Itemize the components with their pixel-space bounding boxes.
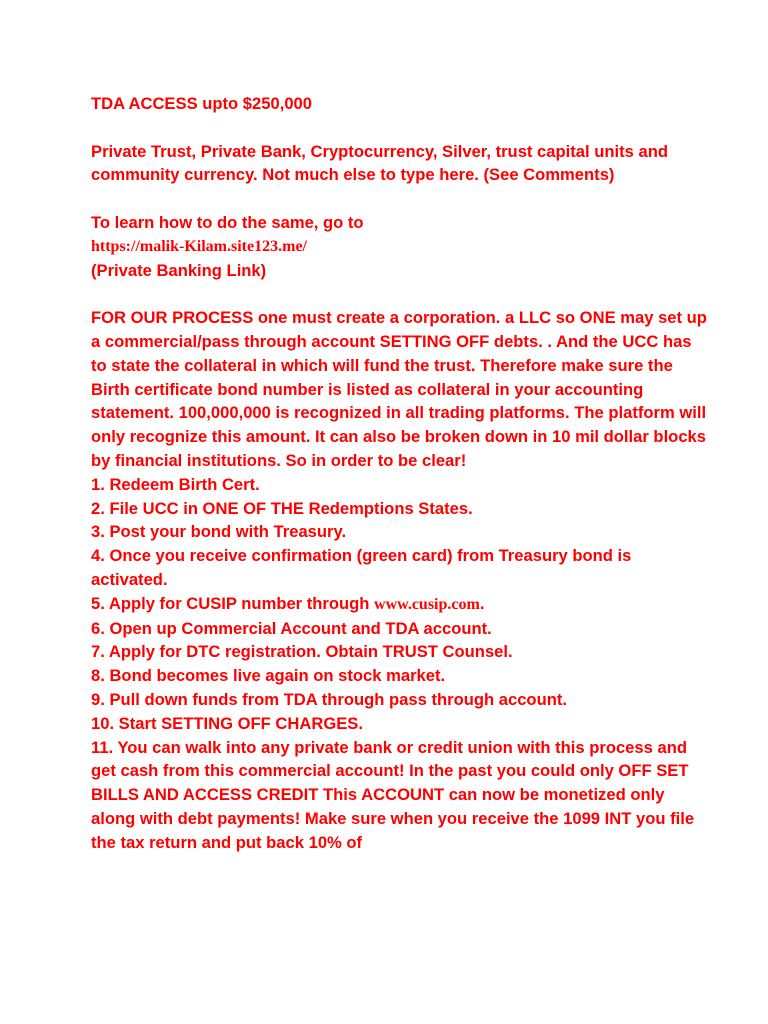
title-emphasis: TDA ACCESS [91, 94, 198, 113]
step-item: 11. You can walk into any private bank or credit union with this process and get cash from this commercial account! In the past you could only OFF SET BILLS AND ACCESS CREDIT This ACCOUNT can now be monetized only along with debt payments! Make sure when you receive the 1099 INT you file the tax return and put back 10% of [91, 737, 695, 852]
spacer [91, 116, 708, 140]
cusip-link[interactable]: www.cusip.com [374, 595, 480, 613]
step-suffix: . [479, 593, 485, 613]
step-item: 1. Redeem Birth Cert. [91, 474, 260, 494]
step-text: 5. Apply for CUSIP number through [91, 593, 375, 613]
learn-note: (Private Banking Link) [91, 260, 267, 280]
step-item: 2. File UCC in ONE OF THE Redemptions States. [91, 498, 473, 518]
learn-text: To learn how to do the same, go to [91, 212, 364, 232]
step-item: 10. Start SETTING OFF CHARGES. [91, 713, 363, 733]
private-banking-link[interactable]: https://malik-Kilam.site123.me/ [91, 237, 307, 255]
step-item: 3. Post your bond with Treasury. [91, 522, 347, 542]
document-title [91, 92, 708, 116]
spacer [91, 187, 708, 211]
step-item: 4. Once you receive confirmation (green card) from Treasury bond is activated. [91, 546, 632, 589]
title-rest: upto $250,000 [197, 94, 313, 113]
step-item: 9. Pull down funds from TDA through pass through account. [91, 689, 567, 709]
process-paragraph: FOR OUR PROCESS one must create a corporation. a LLC so ONE may set up a commercial/pass through account SETTING OFF debts. . And the UCC has to state the collateral in which will fund the trust. Therefore make sure the Birth certificate bond number is listed as collateral in your accounting statement. 100,000,000 is recognized in all trading platforms. The platform will only recognize this amount. It can also be broken down in 10 mil dollar blocks by financial institutions. So in order to be clear! [91, 308, 707, 470]
spacer [91, 282, 708, 306]
intro-paragraph: Private Trust, Private Bank, Cryptocurrency, Silver, trust capital units and community currency. Not much else to type here. (See Comments) [91, 141, 668, 185]
step-item: 8. Bond becomes live again on stock market. [91, 666, 446, 686]
step-item-cusip [91, 592, 708, 617]
step-item: 6. Open up Commercial Account and TDA account. [91, 618, 492, 638]
step-item: 7. Apply for DTC registration. Obtain TRUST Counsel. [91, 642, 513, 662]
